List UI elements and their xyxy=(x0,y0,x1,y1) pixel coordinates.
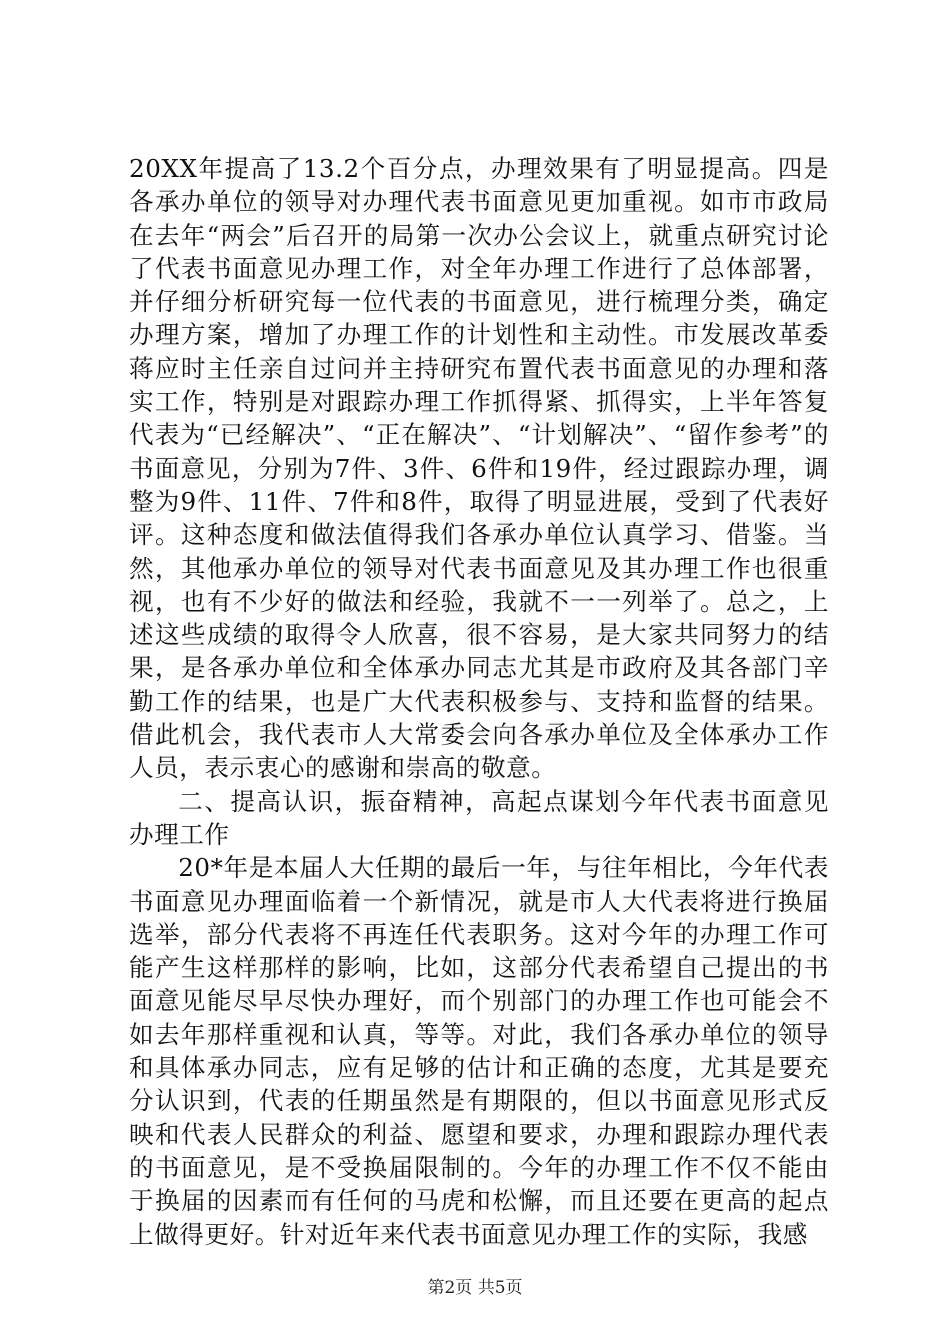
paragraph: 20*年是本届人大任期的最后一年，与往年相比，今年代表书面意见办理面临着一个新情况，就是市人大代表将进行换届选举，部分代表将不再连任代表职务。这对今年的办理工作可能产生这样那样的影响，比如，这部分代表希望自己提出的书面意见能尽早尽快办理好，而个别部门的办理工作也可能会不如去年那样重视和认真，等等。对此，我们各承办单位的领导和具体承办同志，应有足够的估计和正确的态度，尤其是要充分认识到，代表的任期虽然是有期限的，但以书面意见形式反映和代表人民群众的利益、愿望和要求，办理和跟踪办理代表的书面意见，是不受换届限制的。今年的办理工作不仅不能由于换届的因素而有任何的马虎和松懈，而且还要在更高的起点上做得更好。针对近年来代表书面意见办理工作的实际，我感 xyxy=(129,853,829,1249)
paragraph-continuation: 20XX年提高了13.2个百分点，办理效果有了明显提高。四是各承办单位的领导对办理代表书面意见更加重视。如市市政局在去年“两会”后召开的局第一次办公会议上，就重点研究讨论了代表书面意见办理工作，对全年办理工作进行了总体部署，并仔细分析研究每一位代表的书面意见，进行梳理分类，确定办理方案，增加了办理工作的计划性和主动性。市发展改革委蒋应时主任亲自过问并主持研究布置代表书面意见的办理和落实工作，特别是对跟踪办理工作抓得紧、抓得实，上半年答复代表为“已经解决”、“正在解决”、“计划解决”、“留作参考”的书面意见，分别为7件、3件、6件和19件，经过跟踪办理，调整为9件、11件、7件和8件，取得了明显进展，受到了代表好评。这种态度和做法值得我们各承办单位认真学习、借鉴。当然，其他承办单位的领导对代表书面意见及其办理工作也很重视，也有不少好的做法和经验，我就不一一列举了。总之，上述这些成绩的取得令人欣喜，很不容易，是大家共同努力的结果，是各承办单位和全体承办同志尤其是市政府及其各部门辛勤工作的结果，也是广大代表积极参与、支持和监督的结果。借此机会，我代表市人大常委会向各承办单位及全体承办工作人员，表示衷心的感谢和崇高的敬意。 xyxy=(129,154,829,783)
page-number-footer: 第2页 共5页 xyxy=(427,1278,523,1298)
document-body xyxy=(129,152,829,1251)
section-heading: 二、提高认识，振奋精神，高起点谋划今年代表书面意见办理工作 xyxy=(129,786,829,849)
